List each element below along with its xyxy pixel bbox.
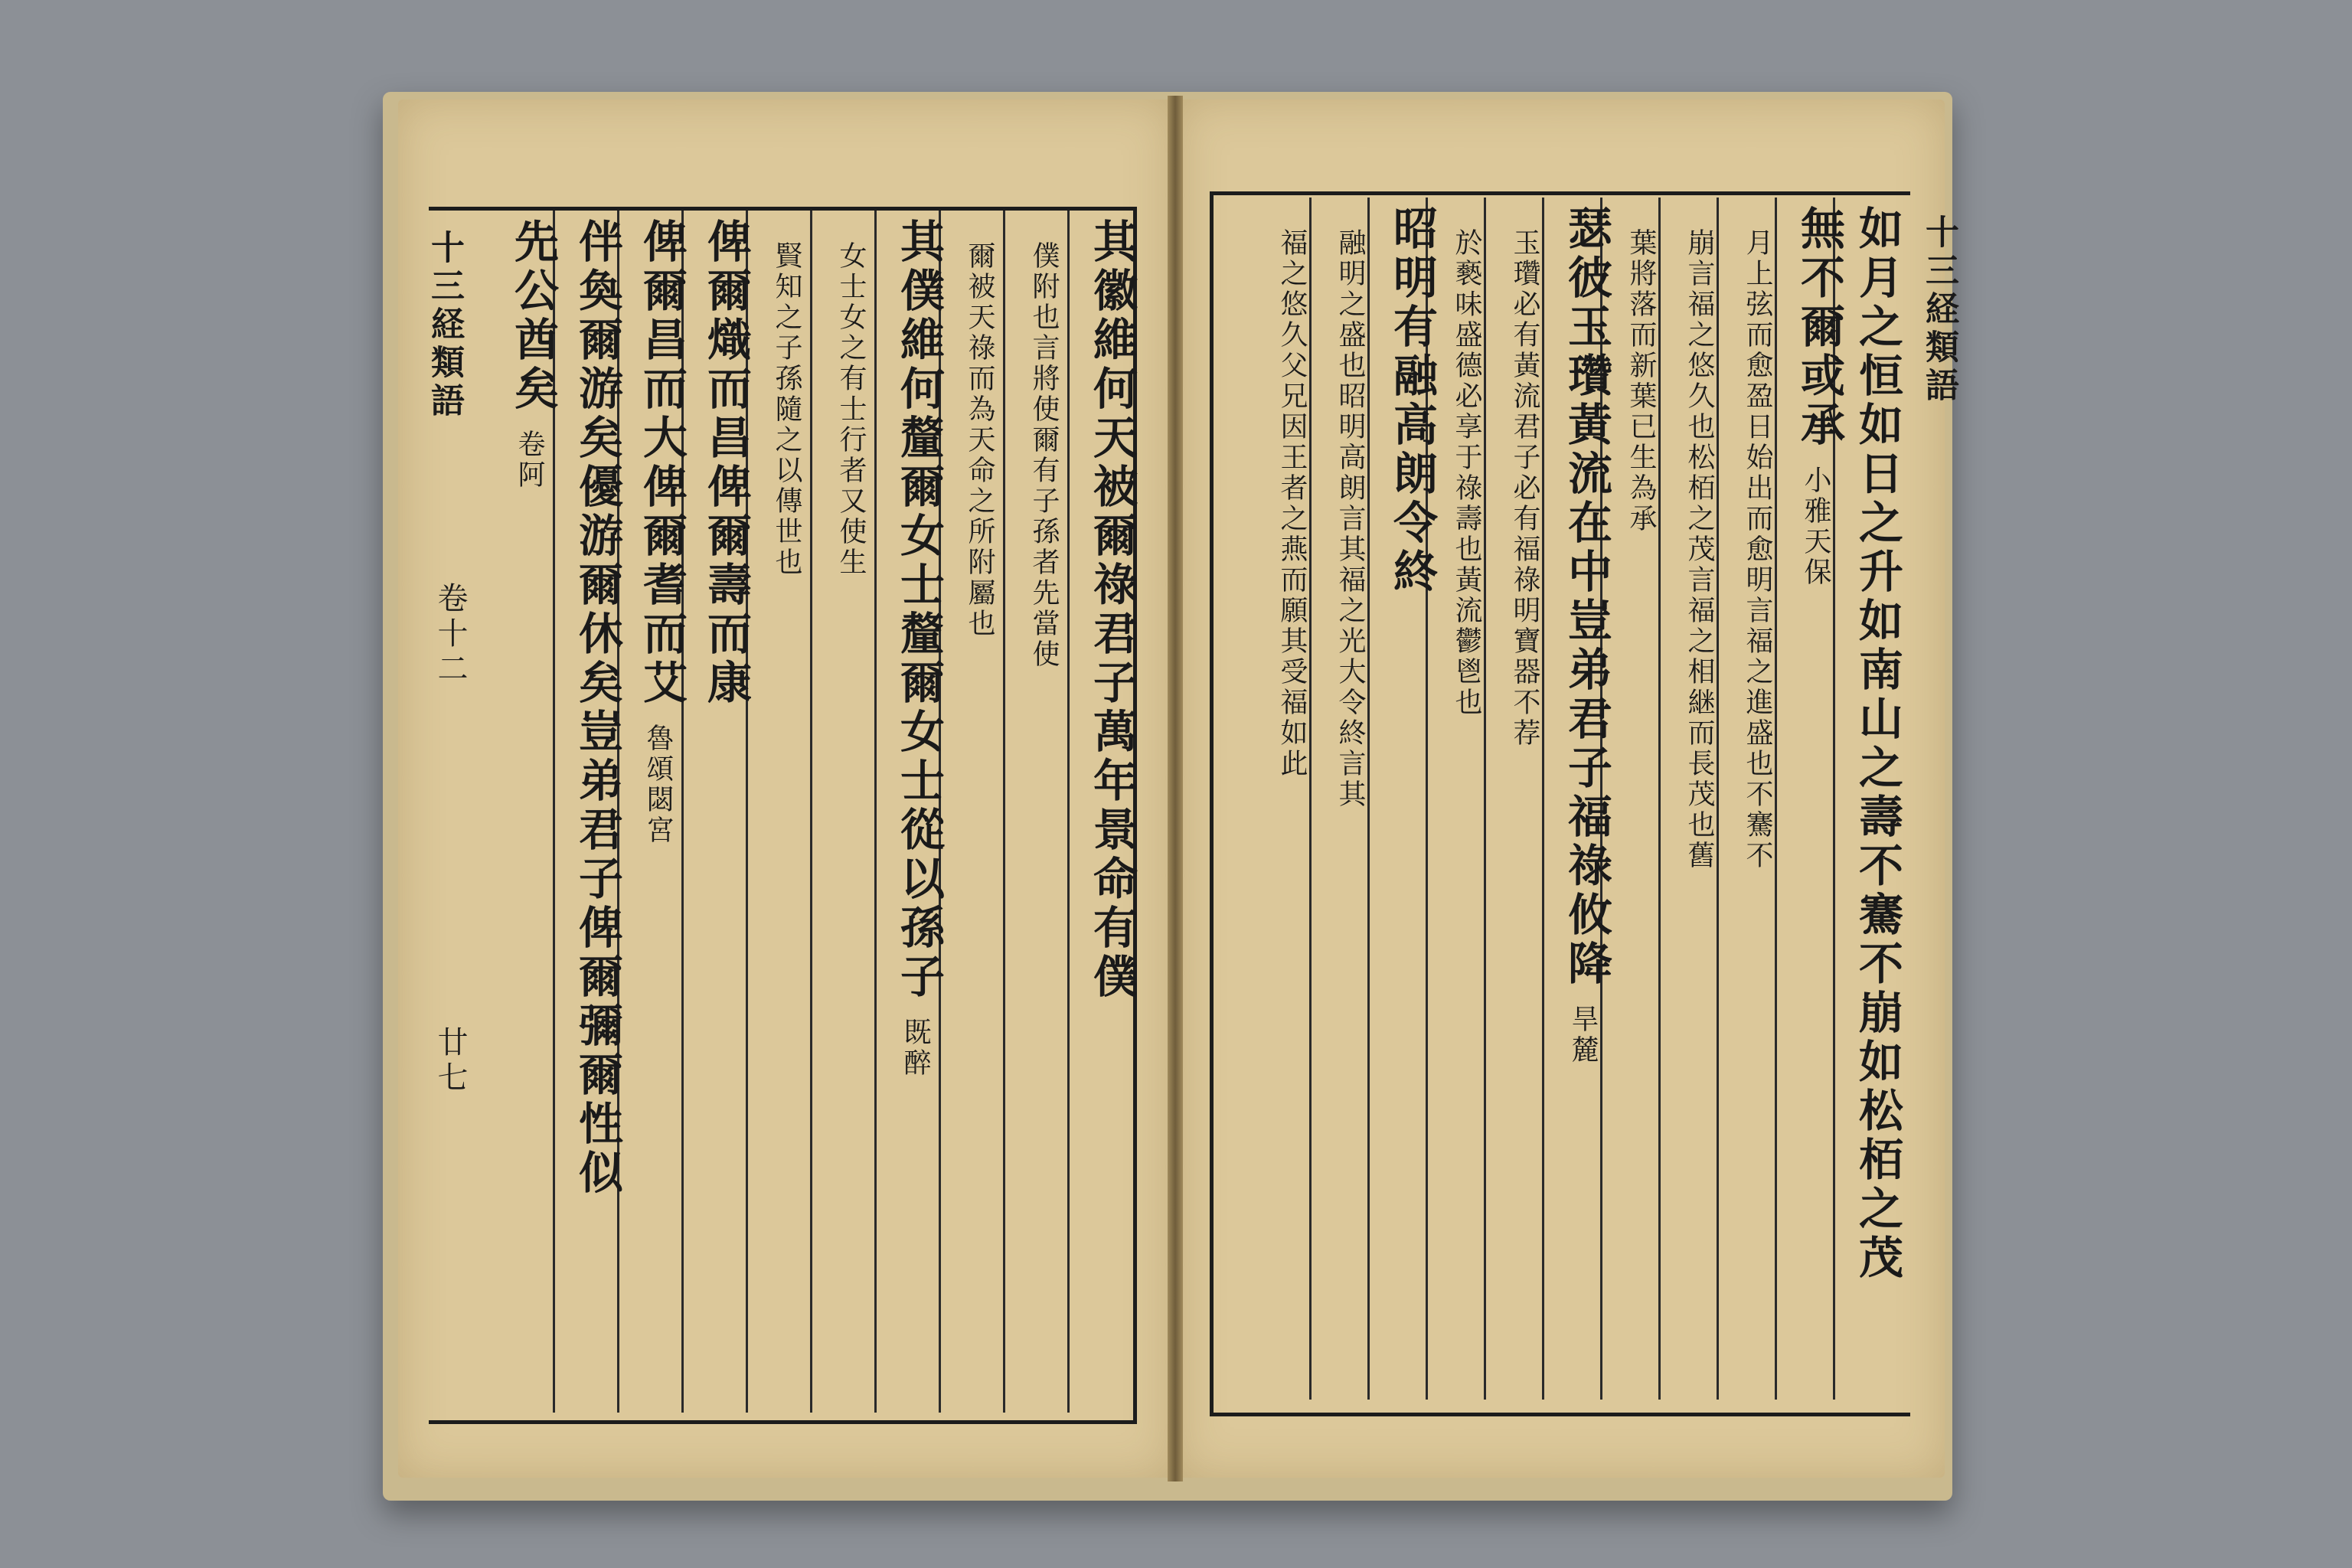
left-main-text-column: 俾爾熾而昌俾爾壽而康	[700, 218, 752, 708]
right-main-text-column: 昭明有融高朗令終	[1386, 205, 1438, 597]
left-main-text-column: 先公酋矣	[507, 218, 559, 414]
left-commentary-column: 爾被天祿而為天命之所附屬也	[964, 241, 995, 639]
left-commentary-column: 賢知之子孫隨之以傳世也	[771, 241, 802, 578]
right-annotation: 小雅天保	[1800, 466, 1831, 588]
left-column-rule	[1067, 211, 1070, 1413]
right-commentary-column: 於褻味盛德必享于祿壽也黃流鬱鬯也	[1451, 228, 1482, 718]
left-volume: 卷十二	[433, 582, 468, 688]
left-annotation: 卷阿	[514, 430, 545, 491]
left-main-text-column: 其僕維何釐爾女士釐爾女士從以孫子	[893, 218, 945, 1002]
right-commentary-column: 崩言福之悠久也松栢之茂言福之相継而長茂也舊	[1684, 228, 1715, 871]
left-main-text-column: 其徽維何天被爾祿君子萬年景命有僕	[1086, 218, 1138, 1002]
right-commentary-column: 融明之盛也昭明高朗言其福之光大令終言其	[1334, 228, 1366, 810]
left-folio: 廿七	[433, 1026, 468, 1096]
right-main-text-column: 無不爾或承	[1793, 205, 1845, 450]
right-commentary-column: 葉將落而新葉已生為承	[1625, 228, 1657, 534]
left-margin-title: 十三経類語	[425, 230, 464, 421]
left-column-rule	[874, 211, 877, 1413]
right-annotation: 旱麓	[1567, 1004, 1599, 1066]
right-commentary-column: 玉瓚必有黃流君子必有福祿明寶器不荐	[1509, 228, 1540, 749]
right-commentary-column: 福之悠久父兄因王者之燕而願其受福如此	[1276, 228, 1308, 779]
left-commentary-column: 女士女之有士行者又使生	[835, 241, 867, 578]
left-commentary-column: 僕附也言將使爾有子孫者先當使	[1028, 241, 1060, 670]
book-gutter	[1168, 96, 1183, 1481]
left-column-rule	[810, 211, 812, 1413]
left-annotation: 既醉	[900, 1018, 931, 1079]
left-annotation: 魯頌閟宮	[642, 724, 674, 846]
left-main-text-column: 俾爾昌而大俾爾耆而艾	[635, 218, 688, 708]
left-main-text-column: 伴奐爾游矣優游爾休矣豈弟君子俾爾彌爾性似	[571, 218, 623, 1198]
left-column-rule	[1003, 211, 1005, 1413]
right-main-text-column: 瑟彼玉瓚黃流在中豈弟君子福祿攸降	[1560, 205, 1612, 989]
right-main-text-column: 如月之恒如日之升如南山之壽不騫不崩如松栢之茂	[1851, 205, 1903, 1283]
right-commentary-column: 月上弦而愈盈日始出而愈明言福之進盛也不騫不	[1742, 228, 1773, 871]
right-margin-title: 十三経類語	[1919, 214, 1958, 406]
